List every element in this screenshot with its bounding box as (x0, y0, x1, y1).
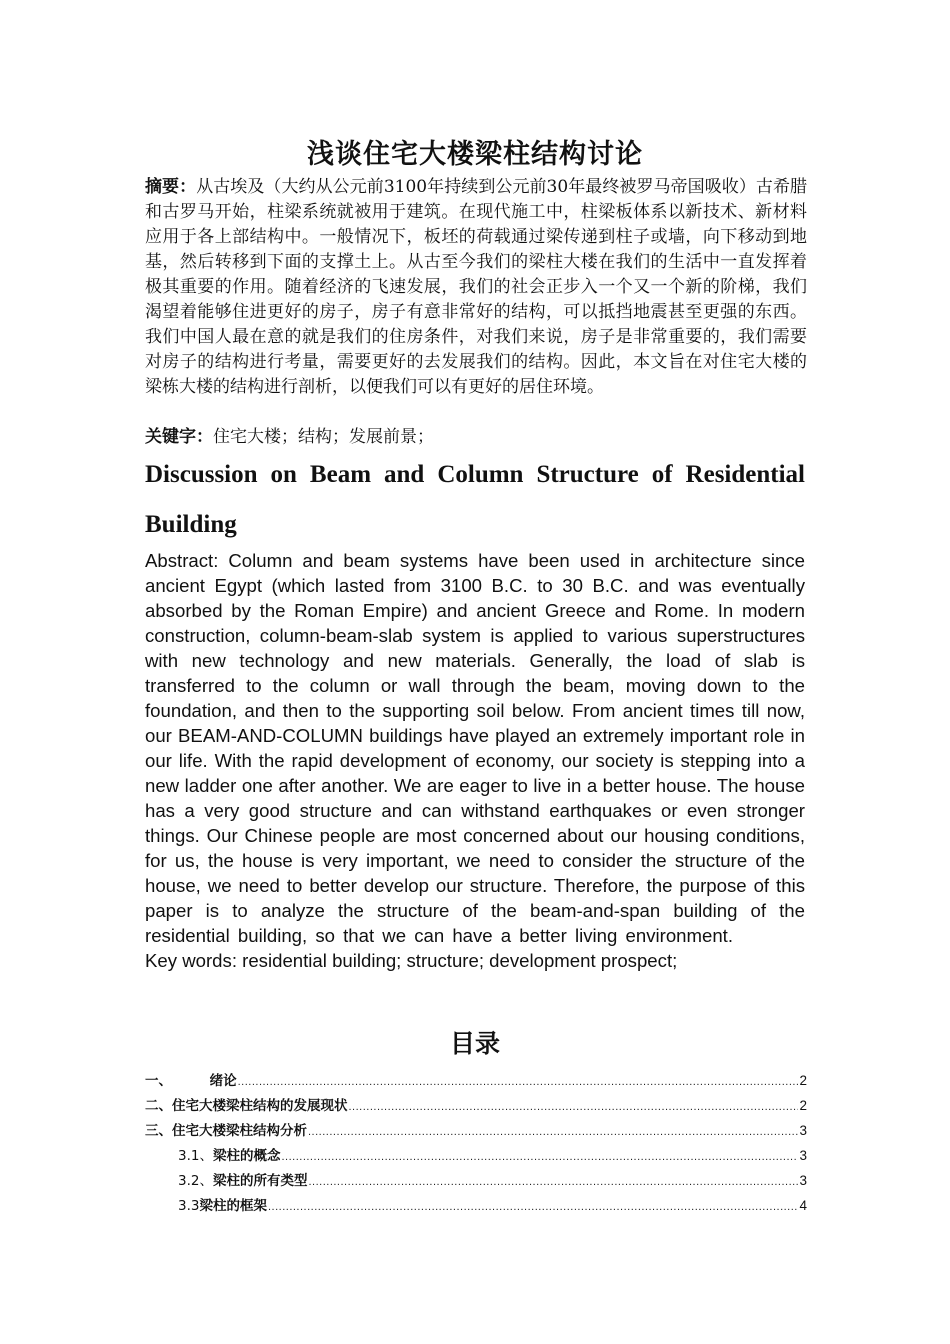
toc-entry[interactable] (145, 1068, 807, 1093)
english-abstract-label: Abstract (145, 550, 214, 571)
toc-leader-dots (349, 1095, 799, 1120)
chinese-keywords-label: 关键字： (145, 427, 213, 447)
chinese-title: 浅谈住宅大楼梁柱结构讨论 (307, 139, 643, 170)
toc-leader-dots (308, 1120, 798, 1145)
toc-entry-number: 一、 (145, 1073, 210, 1089)
toc-entry-page: 2 (799, 1098, 807, 1113)
toc-entry-page: 3 (799, 1148, 807, 1163)
toc-entry-label: 住宅大楼梁柱结构的发展现状 (172, 1098, 348, 1114)
toc-title: 目录 (449, 1029, 500, 1058)
toc-entry-number: 3.1、 (178, 1148, 213, 1164)
toc-entry-label: 梁柱的所有类型 (212, 1173, 308, 1189)
toc-leader-dots (238, 1070, 799, 1095)
toc-entry-number: 三、 (145, 1123, 172, 1139)
toc-entry-label: 梁柱的框架 (199, 1198, 267, 1214)
toc-leader-dots (268, 1195, 799, 1220)
toc-entry-number: 3.2、 (178, 1173, 213, 1189)
toc-subentry[interactable] (145, 1193, 807, 1218)
toc-entry-page: 2 (799, 1073, 807, 1088)
english-keywords-text: : residential building; structure; development prospect; (231, 950, 678, 971)
english-title: Discussion on Beam and Column Structure of Residential Building (145, 461, 805, 538)
english-keywords-label: Key words (145, 950, 232, 971)
table-of-contents (145, 1068, 807, 1218)
toc-entry-page: 3 (799, 1173, 807, 1188)
toc-entry[interactable] (145, 1093, 807, 1118)
english-abstract (145, 548, 805, 973)
toc-entry-label: 梁柱的概念 (212, 1148, 281, 1164)
toc-entry-number: 二、 (145, 1098, 172, 1114)
toc-entry-label: 住宅大楼梁柱结构分析 (172, 1123, 307, 1139)
toc-entry-page: 3 (799, 1123, 807, 1138)
toc-subentry[interactable] (145, 1168, 807, 1193)
toc-entry-label: 绪论 (209, 1073, 237, 1089)
toc-entry-number: 3.3 (178, 1198, 200, 1214)
chinese-abstract-text: 从古埃及（大约从公元前3100年持续到公元前30年最终被罗马帝国吸收）古希腊和古罗马开始，柱梁系统就被用于建筑。在现代施工中，柱梁板体系以新技术、新材料应用于各上部结构中。一般情况下，板坯的荷载通过梁传递到柱子或墙，向下移动到地基，然后转移到下面的支撑土上。从古至今我们的梁柱大楼在我们的生活中一直发挥着极其重要的作用。随着经济的飞速发展，我们的社会正步入一个又一个新的阶梯，我们渴望着能够住进更好的房子，房子有意非常好的结构，可以抵挡地震甚至更强的东西。我们中国人最在意的就是我们的住房条件，对我们来说，房子是非常重要的，我们需要对房子的结构进行考量，需要更好的去发展我们的结构。因此，本文旨在对住宅大楼的梁栋大楼的结构进行剖析，以便我们可以有更好的居住环境。 (145, 177, 808, 397)
toc-leader-dots (308, 1170, 798, 1195)
chinese-abstract-label: 摘要： (145, 177, 197, 197)
toc-leader-dots (281, 1145, 798, 1170)
toc-entry[interactable] (145, 1118, 807, 1143)
chinese-abstract (145, 175, 807, 400)
chinese-keywords-text: 住宅大楼；结构；发展前景； (213, 427, 434, 447)
toc-entry-page: 4 (799, 1198, 807, 1213)
english-abstract-text: : Column and beam systems have been used in architecture since ancient Egypt (which lasted from 3100 B.C. to 30 B.C. and was eventually absorbed by the Roman Empire) and ancient Greece and Rome. In modern construction, column-beam-slab system is applied to various superstructures with new technology and new materials. Generally, the load of slab is transferred to the column or wall through the beam, moving down to the foundation, and then to the supporting soil below. From ancient times till now, our BEAM-AND-COLUMN buildings have played an extremely important role in our life. With the rapid development of economy, our society is stepping into a new ladder one after another. We are eager to live in a better house. The house has a very good structure and can withstand earthquakes or even stronger things. Our Chinese people are most concerned about our housing conditions, for us, the house is very important, we need to consider the structure of the house, we need to better develop our structure. Therefore, the purpose of this paper is to analyze the structure of the beam-and-span building of the residential building, so that we can have a better living environment. (145, 550, 805, 946)
toc-subentry[interactable] (145, 1143, 807, 1168)
chinese-keywords (145, 425, 807, 450)
